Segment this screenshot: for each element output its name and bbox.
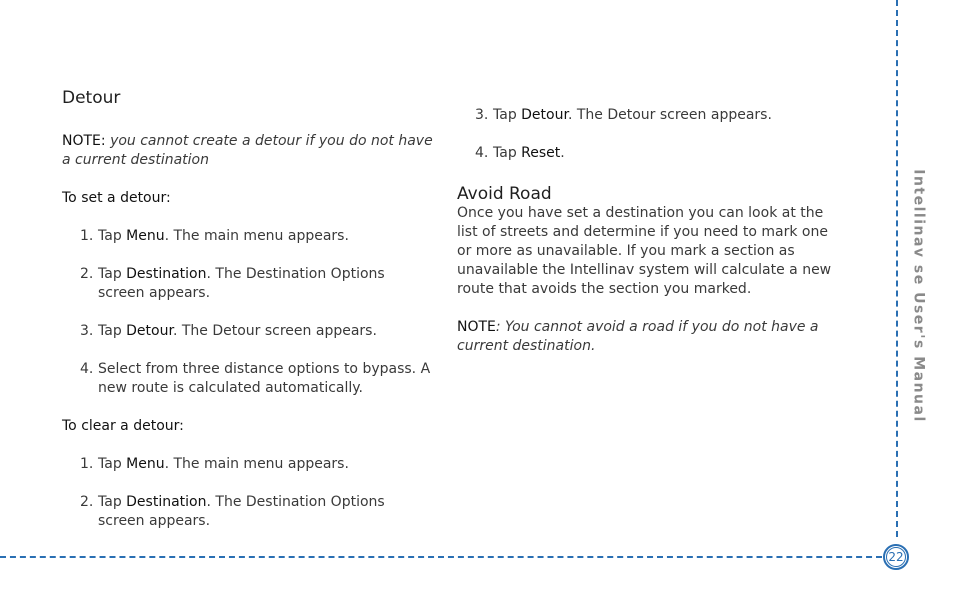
manual-side-title: Intellinav se User's Manual <box>910 169 927 423</box>
step-text: . The Destination Options screen appears. <box>98 494 385 529</box>
list-item <box>62 227 434 246</box>
step-text: Tap <box>98 323 127 339</box>
left-column <box>62 89 434 550</box>
clear-detour-steps-part2 <box>457 106 832 163</box>
list-item <box>62 360 434 398</box>
detour-heading: Detour <box>62 88 121 108</box>
step-keyword: Menu <box>126 228 165 244</box>
list-item <box>62 322 434 341</box>
step-text: . The main menu appears. <box>164 456 349 472</box>
page-number-badge <box>883 544 909 570</box>
avoid-road-note <box>457 318 832 356</box>
step-keyword: Destination <box>126 494 207 510</box>
set-detour-heading: To set a detour: <box>62 190 171 206</box>
step-text: . <box>560 145 565 161</box>
step-number: 4. <box>475 145 489 161</box>
list-item <box>62 455 434 474</box>
clear-detour-heading: To clear a detour: <box>62 418 184 434</box>
step-keyword: Menu <box>126 456 165 472</box>
step-keyword: Detour <box>521 107 568 123</box>
clear-detour-steps-part1 <box>62 455 434 531</box>
step-keyword: Detour <box>126 323 173 339</box>
step-number: 3. <box>475 107 489 123</box>
step-number: 1. <box>80 228 94 244</box>
step-text: Tap <box>98 494 127 510</box>
step-text: Tap <box>98 456 127 472</box>
avoid-road-note-label: NOTE <box>457 319 496 335</box>
bottom-dashed-border <box>0 556 882 558</box>
step-text: Tap <box>493 145 522 161</box>
step-text: . The main menu appears. <box>164 228 349 244</box>
avoid-road-body: Once you have set a destination you can look at the list of streets and determine if you need to mark one or more as unavailable. If you mark a section as unavailable the Intellinav system will calculate a new route that avoids the section you marked. <box>457 205 832 297</box>
step-keyword: Reset <box>521 145 561 161</box>
list-item <box>62 493 434 531</box>
step-text: Tap <box>493 107 522 123</box>
step-text: . The Detour screen appears. <box>172 323 377 339</box>
list-item <box>457 144 832 163</box>
detour-note-label: NOTE: <box>62 133 106 149</box>
avoid-road-note-text: : You cannot avoid a road if you do not have a current destination. <box>457 319 819 354</box>
step-number: 4. <box>80 361 94 377</box>
list-item <box>457 106 832 125</box>
list-item <box>62 265 434 303</box>
step-text: . The Destination Options screen appears. <box>98 266 385 301</box>
step-keyword: Destination <box>126 266 207 282</box>
step-text: Tap <box>98 266 127 282</box>
step-number: 3. <box>80 323 94 339</box>
page-number: 22 <box>888 550 904 564</box>
step-text: Tap <box>98 228 127 244</box>
step-number: 2. <box>80 494 94 510</box>
right-column <box>457 106 832 356</box>
step-number: 1. <box>80 456 94 472</box>
avoid-road-heading: Avoid Road <box>457 184 552 204</box>
step-text: . The Detour screen appears. <box>567 107 772 123</box>
detour-note <box>62 132 434 170</box>
step-number: 2. <box>80 266 94 282</box>
right-dashed-border <box>896 0 898 537</box>
set-detour-steps <box>62 227 434 398</box>
detour-note-text: you cannot create a detour if you do not have a current destination <box>62 133 433 168</box>
step-text: Select from three distance options to bypass. A new route is calculated automatically. <box>98 361 431 396</box>
